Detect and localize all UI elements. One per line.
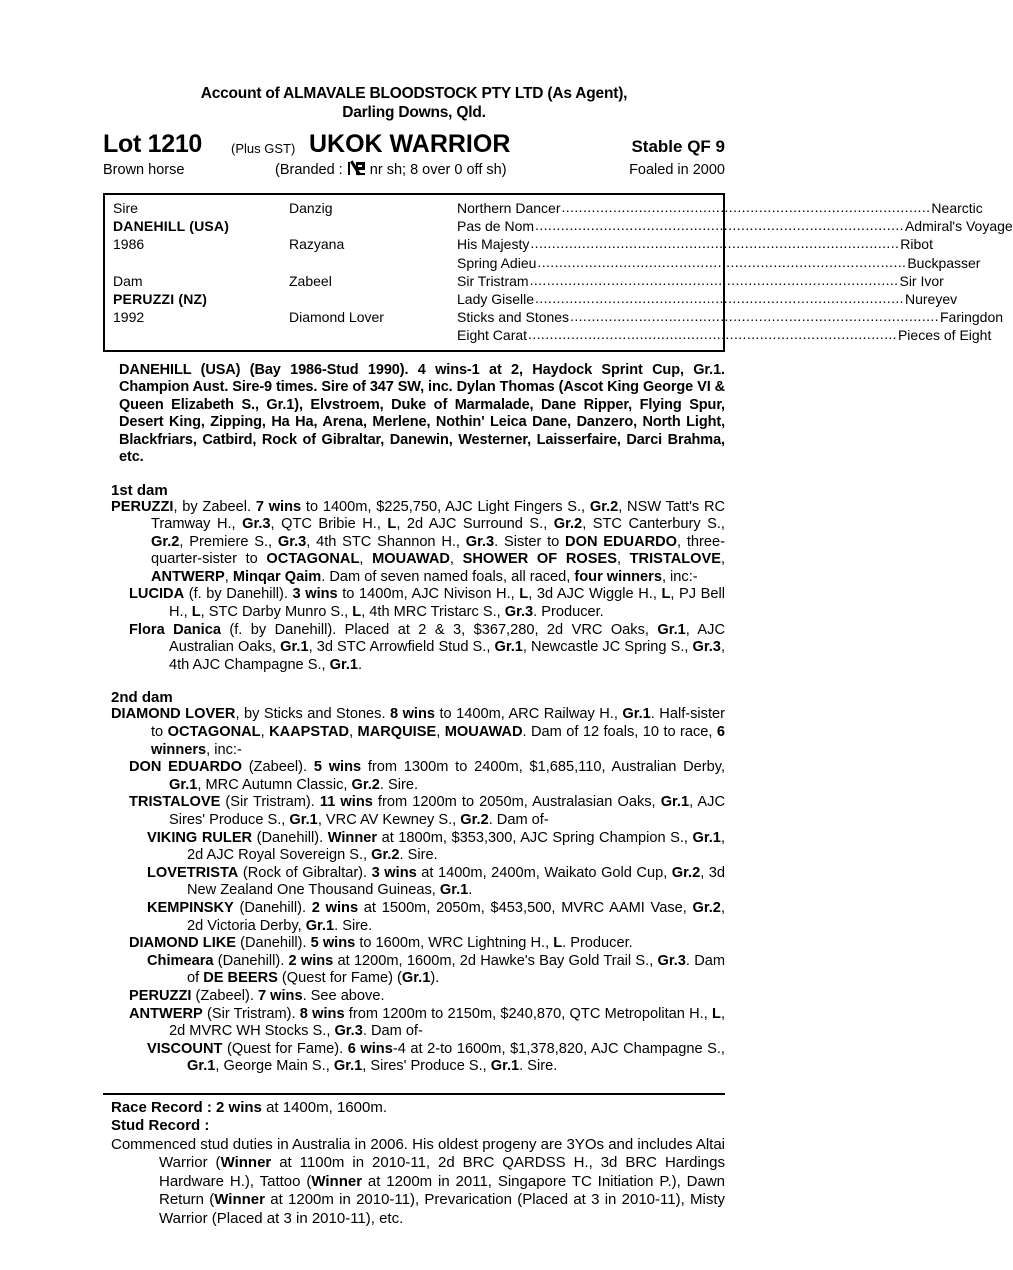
pedigree-row [113,326,992,344]
stud-highlight: Winner [311,1172,363,1190]
entry-highlight: DON EDUARDO [565,533,678,550]
entry-highlight: Gr.1 [280,639,309,656]
entry-text: . Dam of- [488,812,549,828]
entry-highlight: 11 wins [319,794,373,811]
entry-text: (Sir Tristram). [202,1005,300,1022]
pedigree-entry [103,830,725,865]
entry-text: , [616,551,630,568]
entry-text: (Quest for Fame). [222,1040,348,1057]
pedigree-sire-name: Lady Giselle [457,291,535,308]
pedigree-entry [103,706,725,759]
entry-highlight: Gr.1 [657,621,686,638]
entry-highlight: 6 winners [151,724,726,758]
pedigree-cell-generation-1: 1986 [113,236,145,253]
entry-highlight: 3 wins [371,864,417,881]
horse-name: UKOK WARRIOR [309,130,511,158]
entry-highlight: Gr.1 [401,970,431,987]
pedigree-sire-name: Northern Dancer [457,200,561,217]
entry-highlight: L [712,1005,721,1022]
entry-text: , George Main S., [215,1058,334,1075]
entry-text: , AJC Sires' Produce S., [169,794,725,828]
brand-mark-icon [348,162,365,175]
entry-text: , by Sticks and Stones. [235,706,390,723]
entry-text: . [468,882,473,899]
stud-highlight: Winner [214,1191,265,1209]
entry-text: , STC Darby Munro S., [200,604,353,621]
entry-highlight: TRISTALOVE [129,794,221,811]
entry-highlight: Gr.2 [671,864,701,881]
entry-text: . [358,656,363,673]
entry-text: (Danehill). [236,935,311,952]
entry-highlight: OCTAGONAL [167,724,261,741]
entry-text: at 1800m, $353,300, AJC Spring Champion S., [377,829,693,846]
branded-suffix: nr sh; 8 over 0 off sh) [369,162,507,178]
entry-text: , Sires' Produce S., [362,1058,491,1075]
entry-text: , Premiere S., [179,533,278,550]
entry-highlight: LUCIDA [129,586,185,603]
first-dam-heading: 1st dam [111,481,168,499]
entry-highlight: Gr.1 [660,794,690,811]
entry-highlight: Gr.2 [460,812,489,828]
entry-text: at 1400m, 2400m, Waikato Gold Cup, [416,864,672,881]
pedigree-cell-generation-1: Dam [113,272,143,289]
gst-note: (Plus GST) [231,141,296,156]
entry-text: at 1500m, 2050m, $453,500, MVRC AAMI Vase, [358,899,693,916]
entry-highlight: 7 wins [257,987,303,1004]
entry-text: , [359,551,373,568]
stable-number: Stable QF 9 [631,137,725,156]
entry-highlight: Chimeara [147,952,214,969]
entry-text: , [721,551,726,568]
pedigree-entry [103,900,725,935]
pedigree-entry [103,586,725,621]
pedigree-entry [103,499,725,587]
entry-text: (Danehill). [252,829,328,846]
second-dam-entries [103,706,725,1075]
pedigree-dam-name: Nearctic [931,200,983,217]
stud-text: at 1200m in 2010-11), Prevarication (Placed at 3 in 2010-11), Misty Warrior (Placed at 3 in 2010-11), etc. [159,1191,725,1227]
entry-text: from 1300m to 2400m, $1,685,110, Australian Derby, [361,759,725,776]
entry-text: -4 at 2-to 1600m, $1,378,820, AJC Champagne S., [392,1040,725,1057]
entry-highlight: DIAMOND LOVER [111,706,236,723]
entry-highlight: 2 wins [288,952,334,969]
entry-text: (Quest for Fame) ( [277,970,402,987]
branded-prefix: (Branded : [275,162,343,178]
pedigree-row [113,290,958,308]
entry-highlight: L [661,586,671,603]
entry-highlight: Gr.1 [305,917,335,934]
entry-text: , PJ Bell H., [169,586,725,621]
pedigree-entry [103,759,725,794]
pedigree-cell-generation-3 [457,236,933,252]
pedigree-cell-generation-3 [457,218,1013,234]
entry-text: (Danehill). [213,952,289,969]
entry-text: , [436,724,445,741]
entry-text: , by Zabeel. [173,498,256,515]
entry-highlight: DON EDUARDO [129,759,242,776]
entry-highlight: Gr.3 [242,516,271,533]
entry-text: , [260,724,270,741]
entry-text: . Dam of- [362,1023,423,1040]
entry-highlight: L [387,516,397,533]
entry-highlight: Gr.1 [439,882,469,899]
entry-highlight: 3 wins [292,586,338,603]
entry-highlight: VISCOUNT [147,1040,223,1057]
pedigree-dam-name: Buckpasser [907,254,981,271]
entry-highlight: ANTWERP [129,1005,203,1022]
account-line-2: Darling Downs, Qld. [342,104,486,121]
entry-text: . Dam of 12 foals, 10 to race, [522,724,717,741]
entry-highlight: Gr.2 [151,533,180,550]
pedigree-cell-generation-2: Danzig [289,200,333,217]
stud-record-label: Stud Record : [111,1117,210,1135]
entry-highlight: LOVETRISTA [147,864,239,881]
entry-highlight: Minqar Qaim [232,568,322,585]
entry-highlight: ANTWERP [151,568,225,585]
entry-text: , 3d AJC Wiggle H., [528,586,662,603]
entry-highlight: Gr.2 [553,516,583,533]
entry-highlight: Gr.3 [465,533,495,550]
entry-text: , 3d STC Arrowfield Stud S., [308,639,495,656]
leader-dots [570,308,939,324]
entry-highlight: 2 wins [311,899,359,916]
pedigree-dam-name: Faringdon [939,309,1004,326]
entry-highlight: Gr.3 [277,533,307,550]
entry-text: (Danehill). [233,899,312,916]
pedigree-sire-name: His Majesty [457,236,530,253]
pedigree-row [113,199,983,217]
horse-details-row [103,162,725,184]
pedigree-entry [103,794,725,829]
pedigree-sire-name: Sir Tristram [457,272,529,289]
entry-text: , 2d AJC Royal Sovereign S., [187,829,725,864]
entry-highlight: Gr.3 [334,1023,363,1040]
entry-highlight: 5 wins [313,759,362,776]
pedigree-cell-generation-3 [457,255,980,271]
leader-dots [530,272,899,288]
entry-highlight: Gr.3 [657,952,686,969]
pedigree-cell-generation-3 [457,200,983,216]
entry-highlight: Gr.2 [371,847,400,864]
entry-highlight: Gr.1 [622,706,651,723]
page-content [103,0,1013,1228]
stud-text: Commenced stud duties in Australia in 2006. His oldest progeny are 3YOs and includes Altai Warrior ( [111,1135,725,1172]
entry-highlight: four winners [574,568,662,585]
entry-text: , three-quarter-sister to [151,533,726,568]
pedigree-entry [103,1006,725,1041]
entry-text: . See above. [302,987,385,1004]
pedigree-entry [103,935,725,953]
entry-highlight: Flora Danica [129,621,221,638]
entry-text: , 2d AJC Surround S., [396,516,554,533]
entry-text: . Dam of [187,952,726,987]
entry-highlight: L [352,604,362,621]
leader-dots [530,235,899,251]
pedigree-cell-generation-3 [457,327,991,343]
entry-text: . Producer. [562,935,633,952]
pedigree-cell-generation-1: Sire [113,200,138,217]
entry-text: . Sire. [399,847,438,864]
first-dam-entries [103,499,725,675]
entry-highlight: Gr.2 [692,899,721,916]
entry-text: . Producer. [533,604,604,621]
pedigree-cell-generation-2: Diamond Lover [289,309,384,326]
entry-text: to 1400m, $225,750, AJC Light Fingers S., [301,498,590,515]
leader-dots [535,290,904,306]
pedigree-sire-name: Sticks and Stones [457,309,570,326]
entry-highlight: Gr.1 [289,812,318,828]
pedigree-cell-generation-1: DANEHILL (USA) [113,218,230,235]
entry-highlight: KEMPINSKY [147,899,234,916]
pedigree-dam-name: Admiral's Voyage [904,218,1013,235]
entry-highlight: Gr.2 [351,776,380,793]
entry-highlight: VIKING RULER [147,829,253,846]
second-dam-heading: 2nd dam [111,689,173,707]
leader-dots [562,199,931,215]
pedigree-dam-name: Nureyev [904,291,958,308]
entry-highlight: 8 wins [390,706,436,723]
entry-text: (Zabeel). [191,987,258,1004]
entry-highlight: PERUZZI [111,498,174,515]
entry-text: , AJC Australian Oaks, [169,621,726,656]
entry-highlight: Gr.1 [692,829,721,846]
entry-highlight: Gr.3 [504,604,534,621]
entry-highlight: OCTAGONAL [266,551,360,568]
horse-colour: Brown horse [103,162,185,178]
lot-title-row [103,129,725,159]
entry-text: , 2d MVRC WH Stocks S., [169,1005,725,1040]
entry-text: to 1400m, ARC Railway H., [435,706,623,723]
pedigree-row [113,272,944,290]
records-divider [103,1093,725,1095]
entry-highlight: TRISTALOVE [629,551,721,568]
entry-highlight: Gr.1 [169,776,198,793]
entry-text: , [449,551,463,568]
pedigree-cell-generation-2: Zabeel [289,272,332,289]
leader-dots [528,326,897,342]
pedigree-dam-name: Ribot [900,236,933,253]
entry-text: , 3d New Zealand One Thousand Guineas, [187,864,726,899]
stud-highlight: Winner [220,1154,272,1172]
pedigree-cell-generation-3 [457,273,944,289]
pedigree-sire-name: Pas de Nom [457,218,535,235]
entry-text: . Half-sister to [151,706,725,741]
entry-text: , STC Canterbury S., [582,516,725,533]
pedigree-entry [103,953,725,988]
entry-highlight: SHOWER OF ROSES [462,551,617,568]
entry-highlight: 6 wins [347,1040,393,1057]
entry-highlight: 7 wins [255,498,302,515]
entry-text: (Rock of Gibraltar). [238,864,372,881]
entry-text: (Zabeel). [241,759,314,776]
entry-highlight: Gr.1 [333,1058,363,1075]
entry-text: ). [430,970,440,987]
leader-dots [537,254,906,270]
pedigree-entry [103,865,725,900]
entry-text: , inc:- [661,568,698,585]
entry-highlight: Winner [327,829,378,846]
entry-highlight: MOUAWAD [444,724,523,741]
stud-text: at 1100m in 2010-11, 2d BRC QARDSS H., 3d BRC Hardings Hardware H.), Tattoo ( [159,1154,725,1190]
pedigree-entry [103,988,725,1006]
entry-text: . Dam of seven named foals, all raced, [321,568,575,585]
entry-text: to 1400m, AJC Nivison H., [337,586,520,603]
entry-text: , NSW Tatt's RC Tramway H., [151,498,726,533]
entry-highlight: DE BEERS [203,970,278,987]
entry-highlight: PERUZZI [129,987,192,1004]
account-header [103,0,725,122]
entry-highlight: KAAPSTAD [269,724,350,741]
entry-highlight: 8 wins [299,1005,345,1022]
entry-highlight: Gr.2 [589,498,619,515]
entry-highlight: 5 wins [310,935,356,952]
entry-text: , MRC Autumn Classic, [197,776,352,793]
entry-text: . Sire. [379,776,419,793]
pedigree-dam-name: Pieces of Eight [897,327,992,344]
entry-text: , 4th AJC Champagne S., [169,639,725,673]
foaled-year: Foaled in 2000 [629,162,725,178]
pedigree-cell-generation-3 [457,309,1003,325]
entry-highlight: L [519,586,529,603]
pedigree-sire-name: Eight Carat [457,327,528,344]
entry-text: , [224,568,233,585]
race-record-label: Race Record : [111,1098,212,1116]
entry-text: (f. by Danehill). [184,586,293,603]
entry-text: (Sir Tristram). [220,794,320,811]
entry-highlight: L [553,935,563,952]
pedigree-dam-name: Sir Ivor [899,272,944,289]
entry-text: . Sire. [334,917,373,934]
entry-text: , 4th STC Shannon H., [306,533,466,550]
pedigree-cell-generation-1: PERUZZI (NZ) [113,291,208,308]
entry-text: . Sister to [494,533,566,550]
pedigree-row [113,254,981,272]
pedigree-cell-generation-1: 1992 [113,309,145,326]
entry-text: , Newcastle JC Spring S., [522,639,693,656]
entry-text: , 4th MRC Tristarc S., [361,604,505,621]
pedigree-row [113,217,1013,235]
entry-text: at 1200m, 1600m, 2d Hawke's Bay Gold Trail S., [333,952,658,969]
race-record-detail: at 1400m, 1600m. [261,1098,387,1116]
pedigree-sire-name: Spring Adieu [457,254,537,271]
entry-highlight: DIAMOND LIKE [129,935,237,952]
brand-description [275,162,507,178]
entry-text: from 1200m to 2050m, Australasian Oaks, [372,794,661,811]
pedigree-row [113,308,1004,326]
entry-highlight: Gr.1 [187,1058,216,1075]
pedigree-cell-generation-2: Razyana [289,236,345,253]
account-line-1: Account of ALMAVALE BLOODSTOCK PTY LTD (As Agent), [200,85,628,102]
race-record-wins: 2 wins [216,1098,262,1116]
race-record-line [103,1099,725,1118]
entry-highlight: Gr.3 [692,639,721,656]
pedigree-cell-generation-3 [457,291,957,307]
entry-text: . Sire. [519,1058,558,1075]
entry-highlight: Gr.1 [329,656,359,673]
entry-text: , VRC AV Kewney S., [317,812,461,828]
pedigree-row [113,235,933,253]
entry-text: , 2d Victoria Derby, [187,899,725,934]
entry-text: to 1600m, WRC Lightning H., [355,935,554,952]
entry-text: (f. by Danehill). Placed at 2 & 3, $367,280, 2d VRC Oaks, [220,621,658,638]
sire-note-paragraph: DANEHILL (USA) (Bay 1986-Stud 1990). 4 wins-1 at 2, Haydock Sprint Cup, Gr.1. Champion Aust. Sire-9 times. Sire of 347 SW, inc. Dylan Thomas (Ascot King George VI & Queen Elizabeth S., Gr.1), Elvstroem, Duke of Marmalade, Dane Ripper, Flying Spur, Desert King, Zipping, Ha Ha, Arena, Merlene, Nothin' Leica Dane, Danzero, North Light, Blackfriars, Catbird, Rock of Gibraltar, Danewin, Westerner, Laisserfaire, Darci Brahma, etc. [119,361,725,465]
entry-text: from 1200m to 2150m, $240,870, QTC Metropolitan H., [344,1005,713,1022]
entry-highlight: MOUAWAD [372,551,450,568]
lot-number: Lot 1210 [103,130,203,158]
leader-dots [535,217,904,233]
entry-highlight: L [191,604,201,621]
entry-highlight: MARQUISE [357,724,437,741]
pedigree-entry [103,1041,725,1076]
pedigree-entry [103,622,725,675]
entry-highlight: Gr.1 [494,639,523,656]
entry-text: , inc:- [206,741,242,758]
stud-text: at 1200m in 2011, Singapore TC Initiation P.), Dawn Return ( [159,1172,725,1209]
entry-text: , [349,724,358,741]
pedigree-table [103,193,1013,352]
entry-text: , QTC Bribie H., [270,516,388,533]
stud-record-body [103,1136,725,1229]
entry-highlight: Gr.1 [490,1058,520,1075]
